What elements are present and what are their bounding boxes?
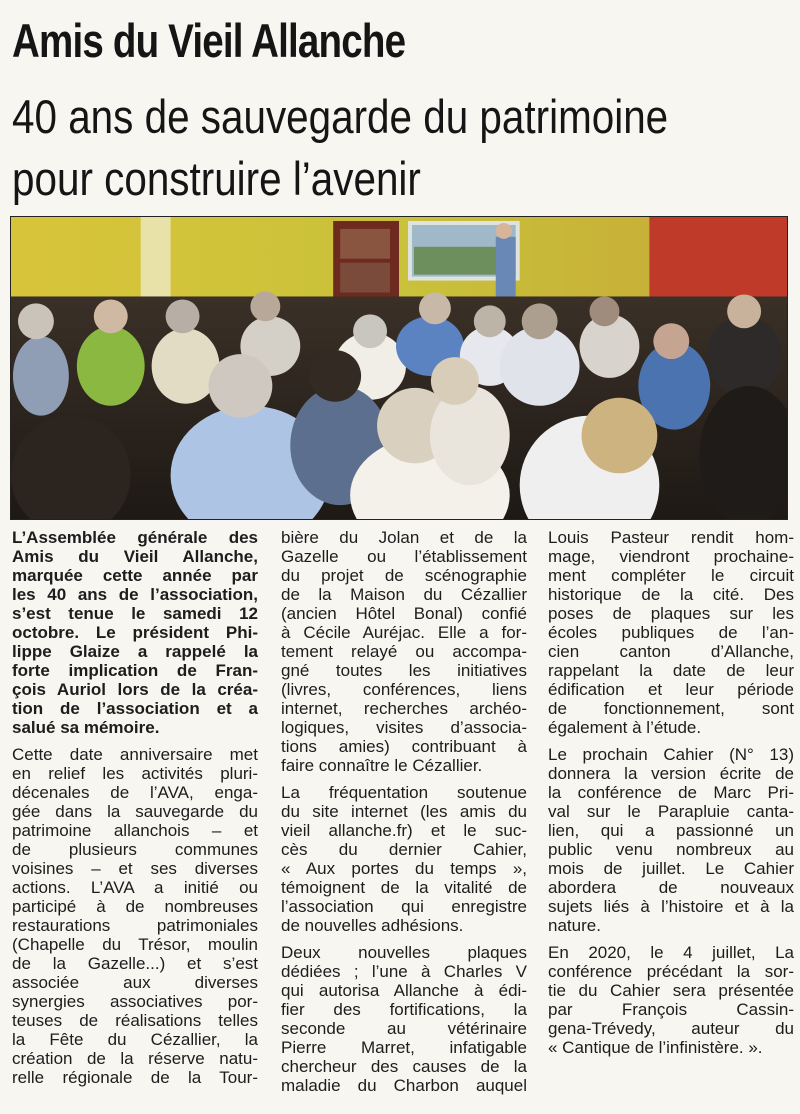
text-line: patrimoine allanchois – et	[12, 821, 258, 840]
text-line: s’est tenue le samedi 12	[12, 604, 258, 623]
text-line: internet, recherches archéo-	[281, 699, 527, 718]
text-line: de plusieurs communes	[12, 840, 258, 859]
text-line: « Cantique de l’infinistère. ».	[548, 1038, 763, 1057]
text-line: ment compléter le circuit	[548, 566, 794, 585]
text-line: « Aux portes du temps »,	[281, 859, 527, 878]
text-line: écoles publiques de l’an-	[548, 623, 794, 642]
text-line: création de la réserve natu-	[12, 1049, 258, 1068]
text-line: cès du dernier Cahier,	[281, 840, 527, 859]
text-line: forte implication de Fran-	[12, 661, 258, 680]
text-line: lippe Glaize a rappelé la	[12, 642, 258, 661]
text-line: de la Maison du Cézallier	[281, 585, 527, 604]
text-line: dédiées ; l’une à Charles V	[281, 962, 527, 981]
body-paragraph	[281, 943, 527, 1095]
text-line: mois de juillet. Le Cahier	[548, 859, 794, 878]
text-line: participé à de nombreuses	[12, 897, 258, 916]
text-line: sujets liés à l’histoire et à la	[548, 897, 794, 916]
article-column-3	[548, 528, 794, 1065]
article-kicker: Amis du Vieil Allanche	[12, 14, 406, 67]
text-line: En 2020, le 4 juillet, La	[548, 943, 794, 962]
text-line: de nouvelles adhésions.	[281, 916, 464, 935]
text-line: Le prochain Cahier (N° 13)	[548, 745, 794, 764]
text-line: abordera de nouveaux	[548, 878, 794, 897]
text-line: tement relayé ou accompa-	[281, 642, 527, 661]
text-line: chercheur des causes de la	[281, 1057, 527, 1076]
text-line: nature.	[548, 916, 601, 935]
text-line: gena-Trévedy, auteur du	[548, 1019, 794, 1038]
body-paragraph	[548, 528, 794, 737]
text-line: décenales de l’AVA, enga-	[12, 783, 258, 802]
text-line: public venu nombreux au	[548, 840, 794, 859]
text-line: donnera la version écrite de	[548, 764, 794, 783]
text-line: qui autorisa Allanche à édi-	[281, 981, 527, 1000]
article-column-1	[12, 528, 258, 1095]
article-photo	[10, 216, 788, 520]
text-line: conférence précédant la sor-	[548, 962, 794, 981]
text-line: la Fête du Cézallier, la	[12, 1030, 258, 1049]
text-line: val sur le Parapluie canta-	[548, 802, 794, 821]
text-line: Amis du Vieil Allanche,	[12, 547, 258, 566]
headline-line-1: 40 ans de sauvegarde du patrimoine	[12, 90, 669, 143]
text-line: seconde au vétérinaire	[281, 1019, 527, 1038]
text-line: actions. L’AVA a initié ou	[12, 878, 258, 897]
text-line: historique de la cité. Des	[548, 585, 794, 604]
text-line: associée aux diverses	[12, 973, 258, 992]
text-line: tie du Cahier sera présentée	[548, 981, 794, 1000]
text-line: par François Cassin-	[548, 1000, 794, 1019]
body-paragraph	[12, 745, 258, 1087]
text-line: gée dans la sauvegarde du	[12, 802, 258, 821]
text-line: gné toutes les initiatives	[281, 661, 527, 680]
text-line: (livres, conférences, liens	[281, 680, 527, 699]
text-line: octobre. Le président Phi-	[12, 623, 258, 642]
text-line: fier des fortifications, la	[281, 1000, 527, 1019]
body-paragraph	[548, 943, 794, 1057]
text-line: Cette date anniversaire met	[12, 745, 258, 764]
text-line: Gazelle ou l’établissement	[281, 547, 527, 566]
text-line: rappelant la date de leur	[548, 661, 794, 680]
text-line: bière du Jolan et de la	[281, 528, 527, 547]
text-line: du site internet (les amis du	[281, 802, 527, 821]
text-line: synergies associatives por-	[12, 992, 258, 1011]
text-line: restaurations patrimoniales	[12, 916, 258, 935]
text-line: témoignent de la vitalité de	[281, 878, 527, 897]
headline-line-2: pour construire l’avenir	[12, 152, 421, 205]
text-line: également à l’étude.	[548, 718, 702, 737]
text-line: la conférence de Marc Pri-	[548, 783, 794, 802]
text-line: Deux nouvelles plaques	[281, 943, 527, 962]
text-line: (ancien Hôtel Bonal) confié	[281, 604, 527, 623]
text-line: teuses de réalisations telles	[12, 1011, 258, 1030]
body-paragraph	[281, 783, 527, 935]
text-line: salué sa mémoire.	[12, 718, 160, 737]
text-line: du projet de scénographie	[281, 566, 527, 585]
text-line: Pierre Marret, infatigable	[281, 1038, 527, 1057]
body-paragraph	[548, 745, 794, 935]
audience-photo-icon	[11, 217, 787, 519]
text-line: faire connaître le Cézallier.	[281, 756, 483, 775]
text-line: de fonctionnement, sont	[548, 699, 794, 718]
text-line: voisines – et ses diverses	[12, 859, 258, 878]
text-line: maladie du Charbon auquel	[281, 1076, 527, 1095]
article-column-2	[281, 528, 527, 1103]
text-line: lien, qui a passionné un	[548, 821, 794, 840]
text-line: à Cécile Auréjac. Elle a for-	[281, 623, 527, 642]
text-line: les 40 ans de l’association,	[12, 585, 258, 604]
text-line: çois Auriol lors de la créa-	[12, 680, 258, 699]
text-line: en relief les activités pluri-	[12, 764, 258, 783]
text-line: tions amies) contribuant à	[281, 737, 527, 756]
lead-paragraph	[12, 528, 258, 737]
text-line: mage, viendront prochaine-	[548, 547, 794, 566]
text-line: de la Gazelle...) et s’est	[12, 954, 258, 973]
text-line: L’Assemblée générale des	[12, 528, 258, 547]
text-line: édification et leur période	[548, 680, 794, 699]
text-line: La fréquentation soutenue	[281, 783, 527, 802]
text-line: logiques, visites d’associa-	[281, 718, 527, 737]
text-line: Louis Pasteur rendit hom-	[548, 528, 794, 547]
text-line: vieil allanche.fr) et le suc-	[281, 821, 527, 840]
text-line: tion de l’association et a	[12, 699, 258, 718]
text-line: cien canton d’Allanche,	[548, 642, 794, 661]
article-headline	[12, 86, 668, 210]
text-line: marquée cette année par	[12, 566, 258, 585]
text-line: l’association qui enregistre	[281, 897, 527, 916]
body-paragraph	[281, 528, 527, 775]
text-line: relle régionale de la Tour-	[12, 1068, 258, 1087]
text-line: poses de plaques sur les	[548, 604, 794, 623]
text-line: (Chapelle du Trésor, moulin	[12, 935, 258, 954]
